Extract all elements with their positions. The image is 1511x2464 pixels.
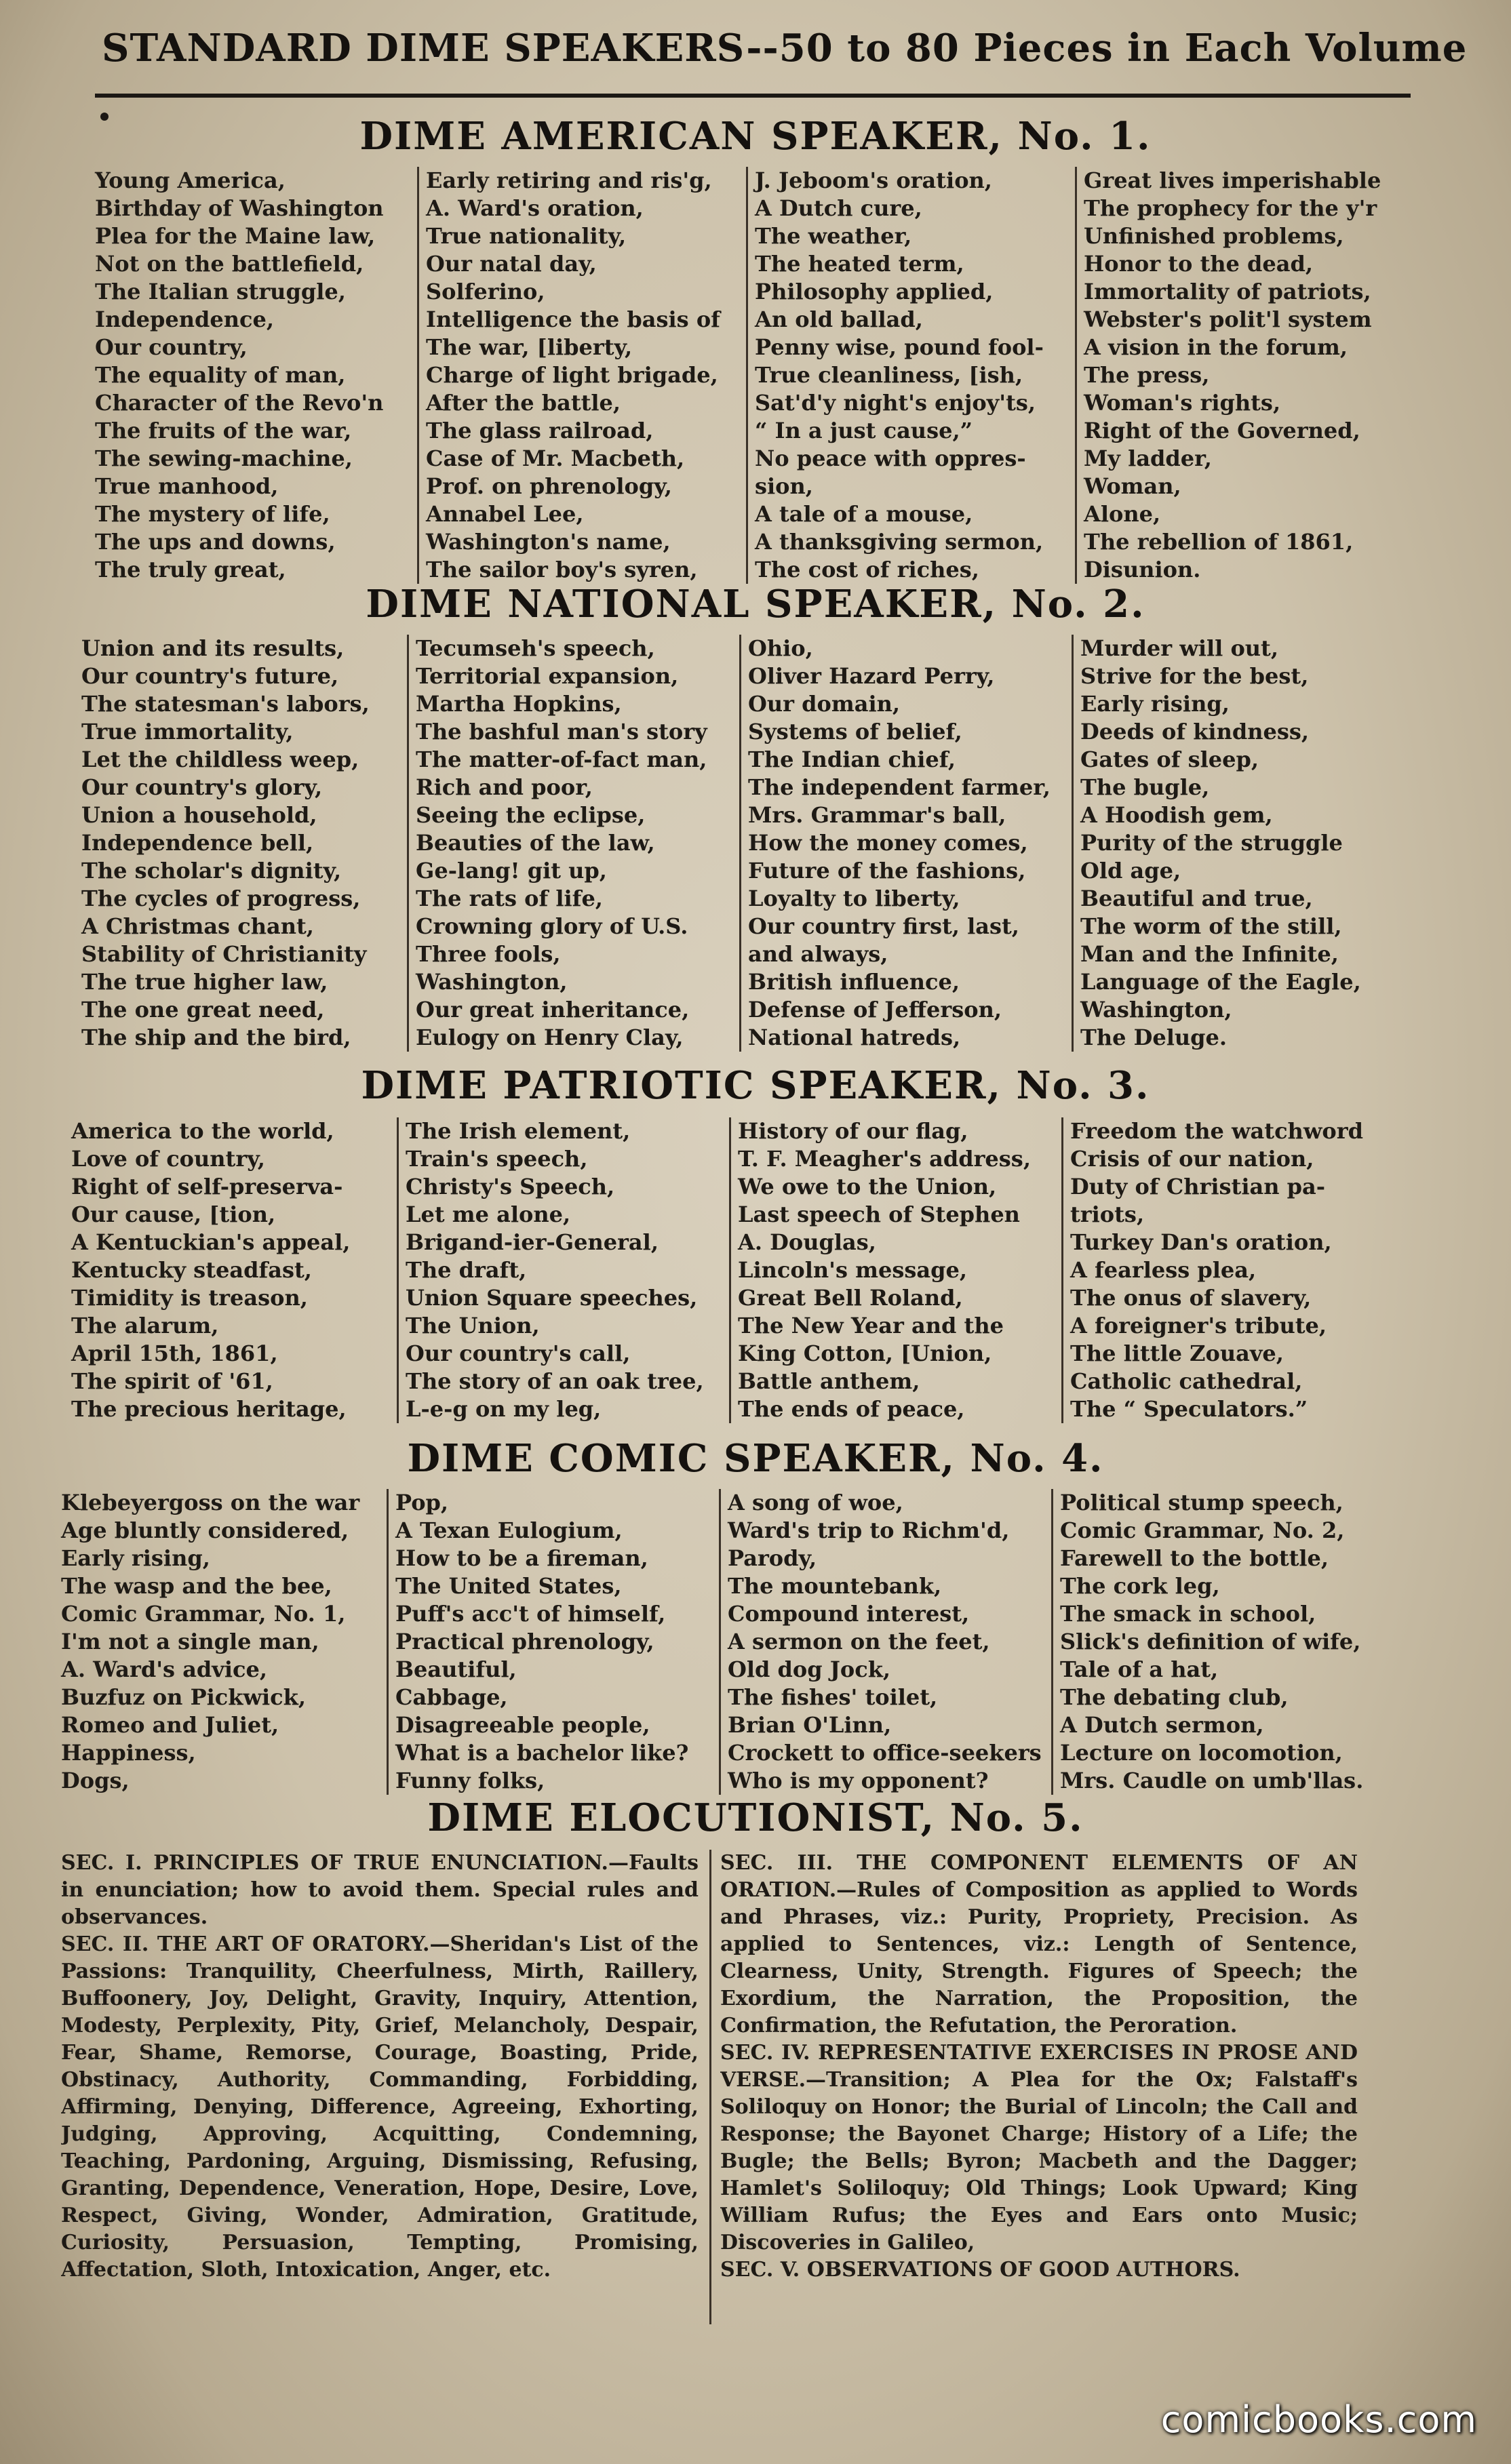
speech-title: The smack in school, [1060,1601,1316,1627]
speech-title: Case of Mr. Macbeth, [426,445,685,471]
section-title-elocutionist: DIME ELOCUTIONIST, No. 5. [427,1795,1084,1840]
speech-title: Ward's trip to Richm'd, [728,1517,1010,1543]
speech-title: Let me alone, [406,1201,571,1227]
elocutionist-right-column [720,1850,1358,2338]
page-header: STANDARD DIME SPEAKERS--50 to 80 Pieces in Each Volume [102,26,1468,71]
speech-title: Tale of a hat, [1060,1656,1219,1682]
speech-title: Union a household, [81,802,317,828]
speech-title: America to the world, [71,1118,334,1144]
speech-title: The alarum, [71,1313,219,1338]
speech-title: The bashful man's story [416,719,707,744]
speech-title: The sailor boy's syren, [426,557,698,582]
speech-title: Disunion. [1084,557,1201,582]
speech-title: Language of the Eagle, [1080,969,1361,995]
section-paragraph: SEC. V. OBSERVATIONS OF GOOD AUTHORS. [720,2258,1240,2282]
speech-title: Crockett to office-seekers [728,1740,1042,1766]
speech-title: Old age, [1080,858,1181,883]
speech-title: Right of the Governed, [1084,418,1360,443]
speech-title: The fishes' toilet, [728,1684,938,1710]
speech-title: Beautiful, [395,1656,517,1682]
speech-title: Future of the fashions, [748,858,1026,883]
speech-title: Mrs. Caudle on umb'llas. [1060,1768,1364,1793]
speech-title: Last speech of Stephen [738,1201,1020,1227]
speech-title: The cork leg, [1060,1573,1220,1599]
speech-title: A. Ward's advice, [61,1656,268,1682]
speech-title: Ge-lang! git up, [416,858,607,883]
speech-title: Philosophy applied, [755,279,994,304]
speech-title: Freedom the watchword [1070,1118,1363,1144]
speech-title: Ohio, [748,635,813,661]
speech-title: Washington, [1080,997,1232,1022]
speech-title: I'm not a single man, [61,1629,319,1654]
speech-title: Brigand-ier-General, [406,1229,659,1255]
column-2 [387,1489,719,1795]
speech-title: Old dog Jock, [728,1656,891,1682]
speech-title: A thanksgiving sermon, [755,529,1044,555]
elocutionist-column-divider [709,1850,711,2324]
speech-title: Eulogy on Henry Clay, [416,1025,684,1050]
speech-title: Puff's acc't of himself, [395,1601,666,1627]
speech-title: Washington, [416,969,568,995]
column-4 [1075,167,1397,584]
column-4 [1051,1489,1394,1795]
speech-title: Woman, [1084,473,1181,499]
speech-title: Pop, [395,1490,449,1515]
speech-title: A fearless plea, [1070,1257,1257,1283]
speech-title: The rebellion of 1861, [1084,529,1354,555]
speech-title: The fruits of the war, [95,418,352,443]
speech-title: The sewing-machine, [95,445,353,471]
speech-title: The prophecy for the y'r [1084,195,1377,221]
speech-title: A song of woe, [728,1490,903,1515]
speech-title: Great Bell Roland, [738,1285,963,1311]
section-paragraph: SEC. III. THE COMPONENT ELEMENTS OF AN ORATION.—Rules of Composition as applied to Words and Phrases, viz.: Purity, Propriety, Precision. As applied to Sentences, viz.: Length of Sentence, Clearness, Unity, Strength. Figures of Speech; the Exordium, the Narration, the Proposition, the Confirmation, the Refutation, the Peroration. [720,1851,1358,2038]
speech-title: J. Jeboom's oration, [755,167,992,193]
speech-title: Deeds of kindness, [1080,719,1310,744]
speech-title: An old ballad, [755,306,923,332]
speech-title: Loyalty to liberty, [748,886,960,911]
speech-title: Three fools, [416,941,561,967]
speech-title: Penny wise, pound fool- [755,334,1044,360]
speech-title: Webster's polit'l system [1084,306,1372,332]
speech-title: A vision in the forum, [1084,334,1348,360]
speech-title: A Texan Eulogium, [395,1517,623,1543]
column-3 [719,1489,1051,1795]
section-paragraph: SEC. I. PRINCIPLES OF TRUE ENUNCIATION.—Faults in enunciation; how to avoid them. Special rules and observances. [61,1851,699,1929]
speech-title: Rich and poor, [416,774,593,800]
speech-title: What is a bachelor like? [395,1740,689,1766]
speech-title: Right of self-preserva- [71,1174,343,1199]
speech-title: Man and the Infinite, [1080,941,1339,967]
speech-title: Practical phrenology, [395,1629,654,1654]
speech-title: The United States, [395,1573,622,1599]
speech-title: triots, [1070,1201,1145,1227]
column-3 [739,635,1072,1052]
speech-title: Crisis of our nation, [1070,1146,1314,1172]
section-american-speaker-columns [88,167,1397,584]
speech-title: Our domain, [748,691,901,717]
speech-title: A Dutch cure, [755,195,922,221]
section-comic-speaker-columns [54,1489,1394,1795]
speech-title: A. Ward's oration, [426,195,644,221]
speech-title: Stability of Christianity [81,941,367,967]
speech-title: Battle anthem, [738,1368,920,1394]
speech-title: True manhood, [95,473,279,499]
speech-title: The equality of man, [95,362,346,388]
speech-title: Solferino, [426,279,545,304]
speech-title: A foreigner's tribute, [1070,1313,1327,1338]
speech-title: Comic Grammar, No. 2, [1060,1517,1345,1543]
speech-title: The rats of life, [416,886,603,911]
section-title-comic-speaker: DIME COMIC SPEAKER, No. 4. [407,1436,1104,1481]
speech-title: Beauties of the law, [416,830,655,856]
speech-title: The true higher law, [81,969,328,995]
column-1 [88,167,417,584]
speech-title: L-e-g on my leg, [406,1396,602,1422]
speech-title: The war, [liberty, [426,334,633,360]
speech-title: Catholic cathedral, [1070,1368,1303,1394]
speech-title: Tecumseh's speech, [416,635,655,661]
watermark: comicbooks.com [1160,2398,1477,2441]
speech-title: The weather, [755,223,912,249]
speech-title: Character of the Revo'n [95,390,384,416]
speech-title: My ladder, [1084,445,1212,471]
speech-title: The heated term, [755,251,964,277]
speech-title: Union Square speeches, [406,1285,698,1311]
speech-title: Early rising, [61,1545,210,1571]
speech-title: Sat'd'y night's enjoy'ts, [755,390,1036,416]
speech-title: Washington's name, [426,529,671,555]
speech-title: Charge of light brigade, [426,362,718,388]
speech-title: Our country's future, [81,663,339,689]
speech-title: Young America, [95,167,286,193]
speech-title: Parody, [728,1545,817,1571]
speech-title: Beautiful and true, [1080,886,1313,911]
speech-title: Early retiring and ris'g, [426,167,712,193]
column-4 [1072,635,1397,1052]
speech-title: Defense of Jefferson, [748,997,1002,1022]
speech-title: The independent farmer, [748,774,1051,800]
column-2 [407,635,739,1052]
speech-title: The little Zouave, [1070,1340,1284,1366]
speech-title: Birthday of Washington [95,195,384,221]
speech-title: Disagreeable people, [395,1712,650,1738]
speech-title: Crowning glory of U.S. [416,913,688,939]
speech-title: Political stump speech, [1060,1490,1343,1515]
speech-title: Christy's Speech, [406,1174,615,1199]
speech-title: Compound interest, [728,1601,970,1627]
speech-title: Purity of the struggle [1080,830,1343,856]
speech-title: Immortality of patriots, [1084,279,1371,304]
speech-title: A tale of a mouse, [755,501,973,527]
speech-title: The Deluge. [1080,1025,1227,1050]
speech-title: After the battle, [426,390,621,416]
header-rule [95,94,1411,98]
column-1 [54,1489,387,1795]
speech-title: How to be a fireman, [395,1545,648,1571]
speech-title: The ups and downs, [95,529,336,555]
speech-title: The mountebank, [728,1573,942,1599]
speech-title: Oliver Hazard Perry, [748,663,995,689]
speech-title: A Hoodish gem, [1080,802,1273,828]
speech-title: British influence, [748,969,960,995]
speech-title: Cabbage, [395,1684,508,1710]
speech-title: Annabel Lee, [426,501,584,527]
speech-title: The draft, [406,1257,527,1283]
speech-title: sion, [755,473,813,499]
speech-title: How the money comes, [748,830,1028,856]
section-title-american-speaker: DIME AMERICAN SPEAKER, No. 1. [359,114,1152,159]
speech-title: Our cause, [tion, [71,1201,276,1227]
speech-title: Gates of sleep, [1080,747,1259,772]
speech-title: Intelligence the basis of [426,306,720,332]
speech-title: Great lives imperishable [1084,167,1381,193]
speech-title: Mrs. Grammar's ball, [748,802,1006,828]
speech-title: The “ Speculators.” [1070,1396,1308,1422]
column-1 [64,1117,397,1423]
speech-title: T. F. Meagher's address, [738,1146,1031,1172]
speech-title: The truly great, [95,557,286,582]
speech-title: History of our flag, [738,1118,968,1144]
speech-title: The press, [1084,362,1210,388]
speech-title: Alone, [1084,501,1161,527]
speech-title: Who is my opponent? [728,1768,989,1793]
speech-title: King Cotton, [Union, [738,1340,992,1366]
speech-title: The bugle, [1080,774,1210,800]
speech-title: The scholar's dignity, [81,858,342,883]
section-national-speaker-columns [75,635,1397,1052]
speech-title: Happiness, [61,1740,196,1766]
speech-title: Honor to the dead, [1084,251,1313,277]
speech-title: The Indian chief, [748,747,956,772]
speech-title: Romeo and Juliet, [61,1712,279,1738]
speech-title: Strive for the best, [1080,663,1309,689]
speech-title: Murder will out, [1080,635,1278,661]
section-paragraph: SEC. IV. REPRESENTATIVE EXERCISES IN PROSE AND VERSE.—Transition; A Plea for the Ox; Falstaff's Soliloquy on Honor; the Burial of Lincoln; the Call and Response; the Bayonet Charge; History of a Life; the Bugle; the Bells; Byron; Macbeth and the Dagger; Hamlet's Soliloquy; Old Things; Look Upward; King William Rufus; the Eyes and Ears onto Music; Discoveries in Galileo, [720,2041,1358,2254]
speech-title: The Irish element, [406,1118,631,1144]
speech-title: Independence, [95,306,274,332]
speech-title: Our natal day, [426,251,597,277]
speech-title: Farewell to the bottle, [1060,1545,1329,1571]
speech-title: True immortality, [81,719,294,744]
speech-title: Brian O'Linn, [728,1712,892,1738]
speech-title: The ship and the bird, [81,1025,351,1050]
speech-title: The glass railroad, [426,418,654,443]
speech-title: Klebeyergoss on the war [61,1490,360,1515]
section-patriotic-speaker-columns [64,1117,1394,1423]
speech-title: Kentucky steadfast, [71,1257,312,1283]
column-2 [397,1117,729,1423]
speech-title: Slick's definition of wife, [1060,1629,1361,1654]
speech-title: Duty of Christian pa- [1070,1174,1326,1199]
speech-title: A Kentuckian's appeal, [71,1229,351,1255]
speech-title: The onus of slavery, [1070,1285,1312,1311]
speech-title: Our country's glory, [81,774,323,800]
speech-title: Train's speech, [406,1146,588,1172]
speech-title: The precious heritage, [71,1396,347,1422]
speech-title: The Union, [406,1313,540,1338]
speech-title: Early rising, [1080,691,1230,717]
speech-title: Union and its results, [81,635,345,661]
speech-title: A Christmas chant, [81,913,314,939]
speech-title: Our country's call, [406,1340,631,1366]
speech-title: Prof. on phrenology, [426,473,672,499]
speech-title: Lincoln's message, [738,1257,967,1283]
speech-title: Dogs, [61,1768,130,1793]
speech-title: Unfinished problems, [1084,223,1344,249]
speech-title: The worm of the still, [1080,913,1342,939]
speech-title: The spirit of '61, [71,1368,273,1394]
speech-title: April 15th, 1861, [71,1340,278,1366]
column-3 [746,167,1075,584]
speech-title: The one great need, [81,997,325,1022]
speech-title: The Italian struggle, [95,279,346,304]
speech-title: No peace with oppres- [755,445,1026,471]
speech-title: A sermon on the feet, [728,1629,990,1654]
speech-title: Plea for the Maine law, [95,223,376,249]
speech-title: “ In a just cause,” [755,418,973,443]
elocutionist-left-column [61,1850,699,2338]
column-2 [417,167,746,584]
speech-title: The statesman's labors, [81,691,370,717]
speech-title: A. Douglas, [738,1229,876,1255]
section-title-national-speaker: DIME NATIONAL SPEAKER, No. 2. [366,582,1145,627]
speech-title: The cycles of progress, [81,886,361,911]
speech-title: True nationality, [426,223,627,249]
speech-title: Buzfuz on Pickwick, [61,1684,306,1710]
section-title-patriotic-speaker: DIME PATRIOTIC SPEAKER, No. 3. [361,1063,1150,1108]
speech-title: Woman's rights, [1084,390,1281,416]
speech-title: Seeing the eclipse, [416,802,646,828]
section-paragraph: SEC. II. THE ART OF ORATORY.—Sheridan's List of the Passions: Tranquility, Cheerfulness, Mirth, Raillery, Buffoonery, Joy, Delight, Gravity, Inquiry, Attention, Modesty, Perplexity, Pity, Grief, Melancholy, Despair, Fear, Shame, Remorse, Courage, Boasting, Pride, Obstinacy, Authority, Commanding, Forbidding, Affirming, Denying, Difference, Agreeing, Exhorting, Judging, Approving, Acquitting, Condemning, Teaching, Pardoning, Arguing, Dismissing, Refusing, Granting, Dependence, Veneration, Hope, Desire, Love, Respect, Giving, Wonder, Admiration, Gratitude, Curiosity, Persuasion, Tempting, Promising, Affectation, Sloth, Intoxication, Anger, etc. [61,1932,699,2282]
speech-title: Funny folks, [395,1768,545,1793]
speech-title: The matter-of-fact man, [416,747,707,772]
speech-title: Territorial expansion, [416,663,679,689]
column-1 [75,635,407,1052]
speech-title: The New Year and the [738,1313,1004,1338]
speech-title: and always, [748,941,888,967]
speech-title: Love of country, [71,1146,265,1172]
speech-title: Let the childless weep, [81,747,359,772]
speech-title: Age bluntly considered, [61,1517,349,1543]
speech-title: Our country, [95,334,248,360]
speech-title: A Dutch sermon, [1060,1712,1264,1738]
speech-title: Independence bell, [81,830,314,856]
speech-title: Martha Hopkins, [416,691,622,717]
speech-title: The cost of riches, [755,557,979,582]
column-3 [729,1117,1061,1423]
speech-title: Comic Grammar, No. 1, [61,1601,346,1627]
speech-title: The debating club, [1060,1684,1289,1710]
speech-title: Turkey Dan's oration, [1070,1229,1332,1255]
speech-title: The ends of peace, [738,1396,965,1422]
column-4 [1061,1117,1394,1423]
speech-title: Our great inheritance, [416,997,690,1022]
speech-title: The story of an oak tree, [406,1368,704,1394]
speech-title: Timidity is treason, [71,1285,308,1311]
speech-title: True cleanliness, [ish, [755,362,1023,388]
speech-title: We owe to the Union, [738,1174,997,1199]
speech-title: The wasp and the bee, [61,1573,332,1599]
speech-title: Lecture on locomotion, [1060,1740,1343,1766]
speech-title: Not on the battlefield, [95,251,364,277]
speech-title: Systems of belief, [748,719,962,744]
speech-title: The mystery of life, [95,501,330,527]
speech-title: National hatreds, [748,1025,961,1050]
speech-title: Our country first, last, [748,913,1019,939]
